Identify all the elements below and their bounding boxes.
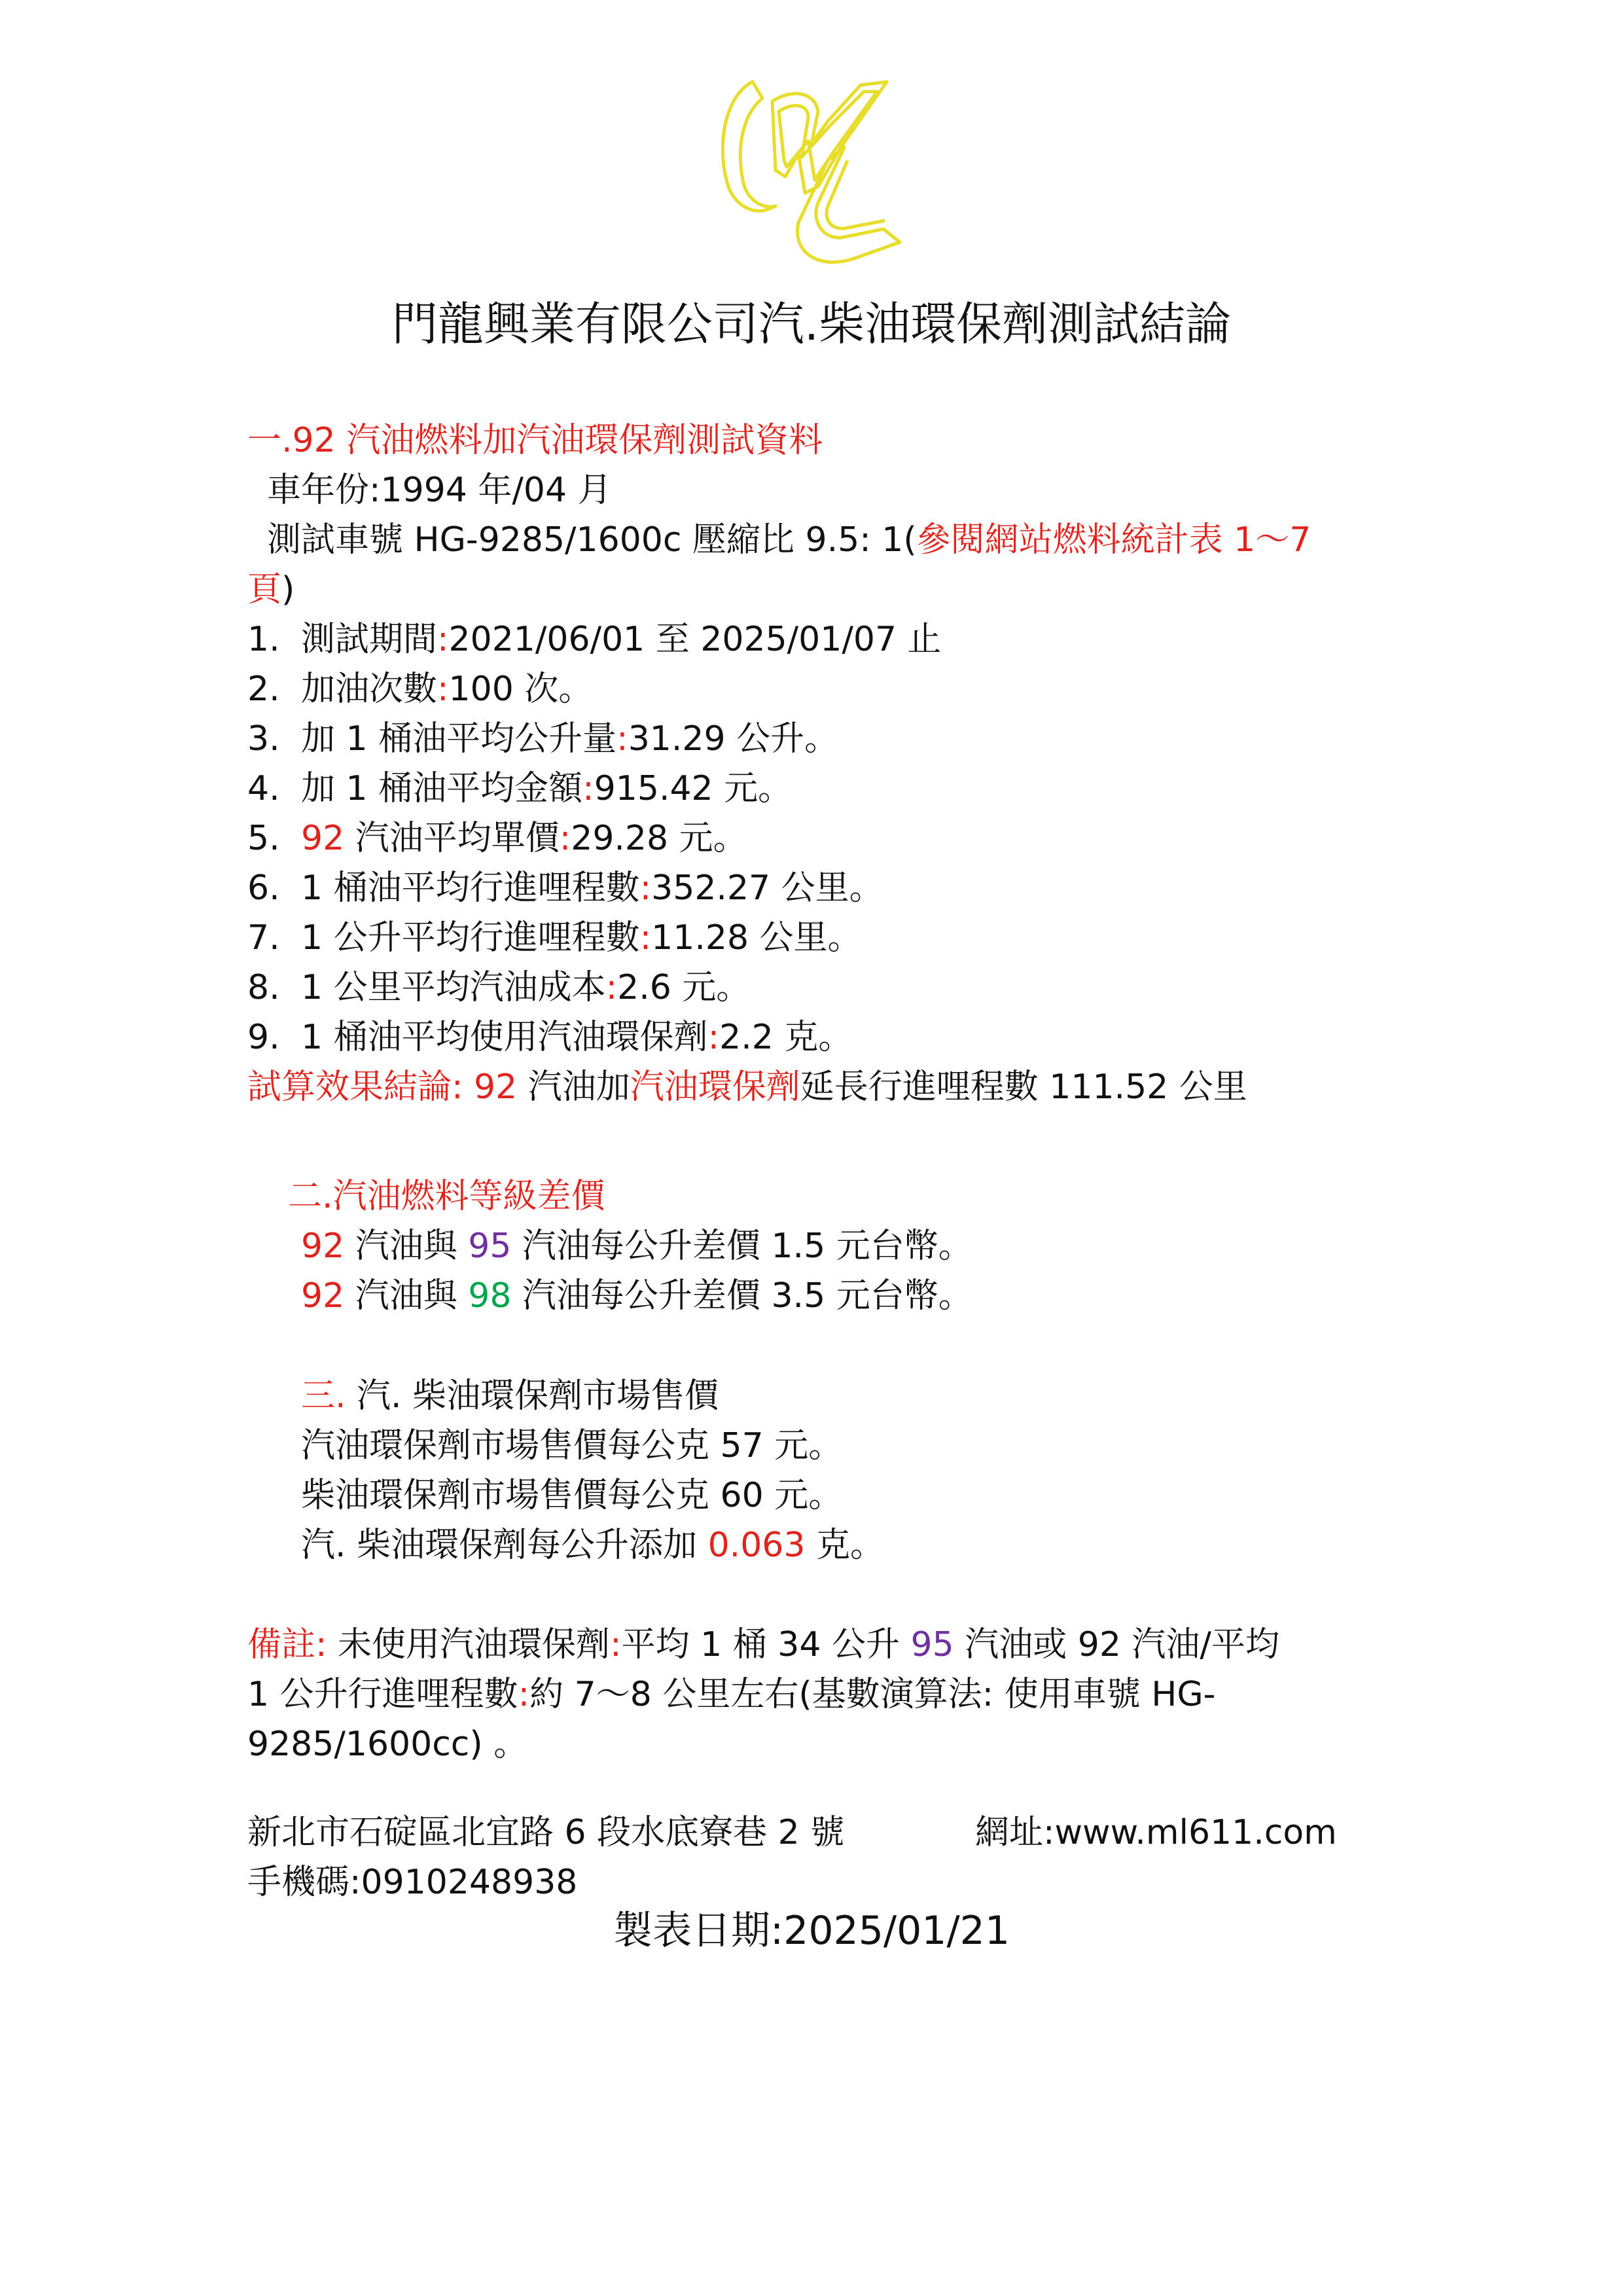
octane-92: 92 (301, 1276, 345, 1316)
section-2-heading: 二.汽油燃料等級差價 (288, 1177, 605, 1216)
note-text: 平均 1 桶 34 公升 (621, 1625, 911, 1664)
section-1 (247, 416, 1399, 1112)
dosage-unit: 克。 (805, 1526, 884, 1565)
item-colon: : (437, 620, 449, 659)
note-line-1 (247, 1620, 1279, 1670)
item-value: 29.28 元。 (571, 819, 747, 858)
item-number: 6. (247, 869, 280, 908)
list-item (247, 664, 1399, 714)
row-end: 汽油每公升差價 1.5 元台幣。 (511, 1227, 972, 1266)
section-3-heading-text: 汽. 柴油環保劑市場售價 (346, 1376, 719, 1416)
item-colon: : (559, 819, 571, 858)
item-label: 汽油平均單價 (344, 819, 560, 858)
test-results-list (247, 615, 1399, 1062)
row-end: 汽油每公升差價 3.5 元台幣。 (511, 1276, 972, 1316)
item-colon: : (616, 719, 628, 759)
item-number: 5. (247, 819, 280, 858)
list-item (247, 863, 1399, 913)
conclusion-agent: 汽油環保劑 (630, 1067, 800, 1107)
dosage-line (301, 1520, 884, 1570)
item-number: 4. (247, 769, 280, 808)
conclusion-label: 試算效果結論: 92 (247, 1067, 518, 1107)
section-3 (301, 1371, 884, 1570)
note-text: 汽油或 92 汽油/平均 (954, 1625, 1279, 1664)
list-item (247, 913, 1399, 963)
gasoline-agent-price: 汽油環保劑市場售價每公克 57 元。 (301, 1426, 843, 1465)
ml-monogram-logo-icon (713, 62, 910, 285)
octane-98: 98 (468, 1276, 512, 1316)
row-mid: 汽油與 (344, 1227, 469, 1266)
vehicle-line (247, 515, 1399, 565)
conclusion-line (247, 1062, 1399, 1112)
item-value: 100 次。 (448, 670, 593, 709)
vehicle-line-cont (247, 565, 1399, 615)
octane-92: 92 (301, 1227, 345, 1266)
vehicle-reference: 參閱網站燃料統計表 1～7 (916, 520, 1311, 560)
dosage-value: 0.063 (707, 1526, 806, 1565)
note-block (247, 1620, 1279, 1769)
address: 新北市石碇區北宜路 6 段水底寮巷 2 號 (247, 1813, 845, 1852)
item-colon: : (639, 918, 652, 958)
item-label: 1 桶油平均使用汽油環保劑 (301, 1018, 708, 1057)
list-item (247, 714, 1399, 764)
document-date: 製表日期:2025/01/21 (613, 1908, 1010, 1954)
list-item (247, 615, 1399, 664)
section-2 (288, 1172, 972, 1321)
document-title: 門龍興業有限公司汽.柴油環保劑測試結論 (391, 297, 1232, 351)
item-value: 915.42 元。 (594, 769, 793, 808)
list-item (247, 963, 1399, 1013)
phone-number: 手機碼:0910248938 (247, 1863, 578, 1902)
item-value: 11.28 公里。 (651, 918, 862, 958)
item-value: 2021/06/01 至 2025/01/07 止 (448, 620, 942, 659)
note-text: 約 7～8 公里左右(基數演算法: 使用車號 HG- (529, 1675, 1216, 1714)
item-value: 2.6 元。 (617, 968, 751, 1007)
note-label: 備註: (247, 1625, 327, 1664)
vehicle-text: 測試車號 HG-9285/1600c 壓縮比 9.5: 1( (267, 520, 917, 560)
website-link[interactable]: 網址:www.ml611.com (975, 1813, 1337, 1852)
item-number: 8. (247, 968, 280, 1007)
item-value: 352.27 公里。 (651, 869, 883, 908)
dosage-text: 汽. 柴油環保劑每公升添加 (301, 1526, 708, 1565)
note-text: 未使用汽油環保劑 (327, 1625, 611, 1664)
item-number: 1. (247, 620, 280, 659)
item-colon: : (639, 869, 652, 908)
item-colon: : (437, 670, 449, 709)
section-3-heading (301, 1371, 884, 1421)
item-label: 加油次數 (301, 670, 438, 709)
item-label: 測試期間 (301, 620, 438, 659)
list-item (247, 764, 1399, 814)
item-number: 9. (247, 1018, 280, 1057)
list-item (247, 1013, 1399, 1062)
item-label: 1 公里平均汽油成本 (301, 968, 606, 1007)
price-diff-row-95 (288, 1221, 972, 1271)
item-number: 7. (247, 918, 280, 958)
item-label: 1 桶油平均行進哩程數 (301, 869, 640, 908)
item-label: 加 1 桶油平均公升量 (301, 719, 617, 759)
item-number: 3. (247, 719, 280, 759)
list-item (247, 814, 1399, 863)
conclusion-end: 延長行進哩程數 111.52 公里 (800, 1067, 1247, 1107)
item-colon: : (582, 769, 594, 808)
vehicle-reference-cont: 頁 (247, 570, 282, 609)
note-text: 1 公升行進哩程數 (247, 1675, 518, 1714)
note-line-2 (247, 1670, 1279, 1719)
row-mid: 汽油與 (344, 1276, 469, 1316)
item-number: 2. (247, 670, 280, 709)
note-colon: : (610, 1625, 622, 1664)
item-label: 1 公升平均行進哩程數 (301, 918, 640, 958)
octane-95: 95 (468, 1227, 512, 1266)
conclusion-mid: 汽油加 (517, 1067, 630, 1107)
item-colon: : (605, 968, 618, 1007)
note-colon: : (518, 1675, 530, 1714)
octane-95: 95 (910, 1625, 954, 1664)
item-value: 2.2 克。 (719, 1018, 853, 1057)
item-value: 31.29 公升。 (628, 719, 839, 759)
section-3-number: 三. (301, 1376, 346, 1416)
price-diff-row-98 (288, 1271, 972, 1321)
car-year-line: 車年份:1994 年/04 月 (267, 471, 612, 510)
section-1-heading (247, 416, 1399, 465)
section-1-heading-text: 一.92 汽油燃料加汽油環保劑測試資料 (247, 421, 823, 460)
diesel-agent-price: 柴油環保劑市場售價每公克 60 元。 (301, 1476, 843, 1515)
item-label: 加 1 桶油平均金額 (301, 769, 583, 808)
item-colon: : (707, 1018, 720, 1057)
vehicle-end: ) (281, 570, 295, 609)
item-octane: 92 (301, 819, 345, 858)
note-line-3: 9285/1600cc) 。 (247, 1725, 528, 1764)
